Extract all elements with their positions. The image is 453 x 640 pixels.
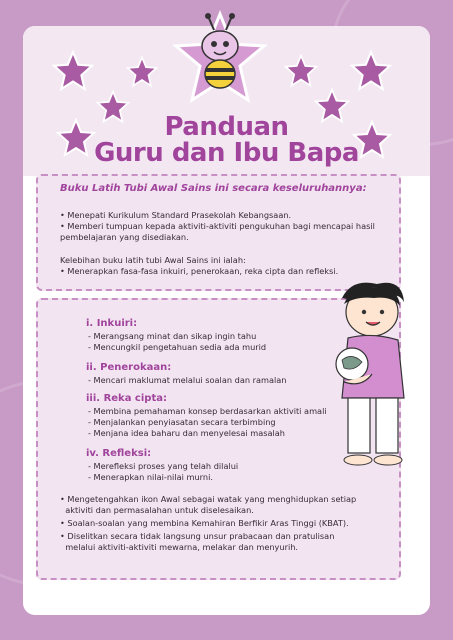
boy-holding-globe-illustration	[322, 278, 432, 478]
star-icon	[350, 50, 392, 92]
section-item: - Merangsang minat dan sikap ingin tahu	[88, 331, 257, 341]
page-title-line1: Panduan	[164, 112, 289, 142]
star-icon	[126, 56, 158, 88]
star-icon	[284, 54, 318, 88]
section-item: - Membina pemahaman konsep berdasarkan aktiviti amali	[88, 406, 327, 416]
star-icon	[52, 50, 94, 92]
footer-bullet: • Soalan-soalan yang membina Kemahiran Berfikir Aras Tinggi (KBAT).	[60, 518, 349, 528]
section-heading: ii. Penerokaan:	[86, 362, 172, 373]
section-item: - Mencari maklumat melalui soalan dan ramalan	[88, 375, 287, 385]
bee-mascot-icon	[170, 10, 270, 110]
section-heading: iii. Reka cipta:	[86, 393, 167, 404]
summary-bullet: • Memberi tumpuan kepada aktiviti-aktiviti pengukuhan bagi mencapai hasil	[60, 221, 375, 231]
advantages-intro: Kelebihan buku latih tubi Awal Sains ini ialah:	[60, 255, 246, 265]
summary-bullet: pembelajaran yang disediakan.	[60, 232, 189, 242]
section-item: - Menjana idea baharu dan menyelesai masalah	[88, 428, 285, 438]
summary-heading: Buku Latih Tubi Awal Sains ini secara keseluruhannya:	[60, 183, 367, 194]
section-item: - Menerapkan nilai-nilai murni.	[88, 472, 213, 482]
section-item: - Menjalankan penyiasatan secara terbimbing	[88, 417, 276, 427]
summary-bullet: • Menepati Kurikulum Standard Prasekolah Kebangsaan.	[60, 210, 292, 220]
footer-bullet: • Mengetengahkan ikon Awal sebagai watak yang menghidupkan setiap	[60, 494, 357, 504]
advantages-bullet: • Menerapkan fasa-fasa inkuiri, penerokaan, reka cipta dan refleksi.	[60, 266, 339, 276]
footer-bullet: melalui aktiviti-aktiviti mewarna, melakar dan menyurih.	[60, 542, 299, 552]
section-item: - Mencungkil pengetahuan sedia ada murid	[88, 342, 267, 352]
footer-bullet: aktiviti dan permasalahan untuk diselesaikan.	[60, 505, 254, 515]
footer-bullet: • Diselitkan secara tidak langsung unsur prabacaan dan pratulisan	[60, 531, 335, 541]
section-heading: iv. Refleksi:	[86, 448, 152, 459]
section-item: - Merefleksi proses yang telah dilalui	[88, 461, 239, 471]
page-title-line2: Guru dan Ibu Bapa	[94, 138, 359, 168]
section-heading: i. Inkuiri:	[86, 318, 138, 329]
